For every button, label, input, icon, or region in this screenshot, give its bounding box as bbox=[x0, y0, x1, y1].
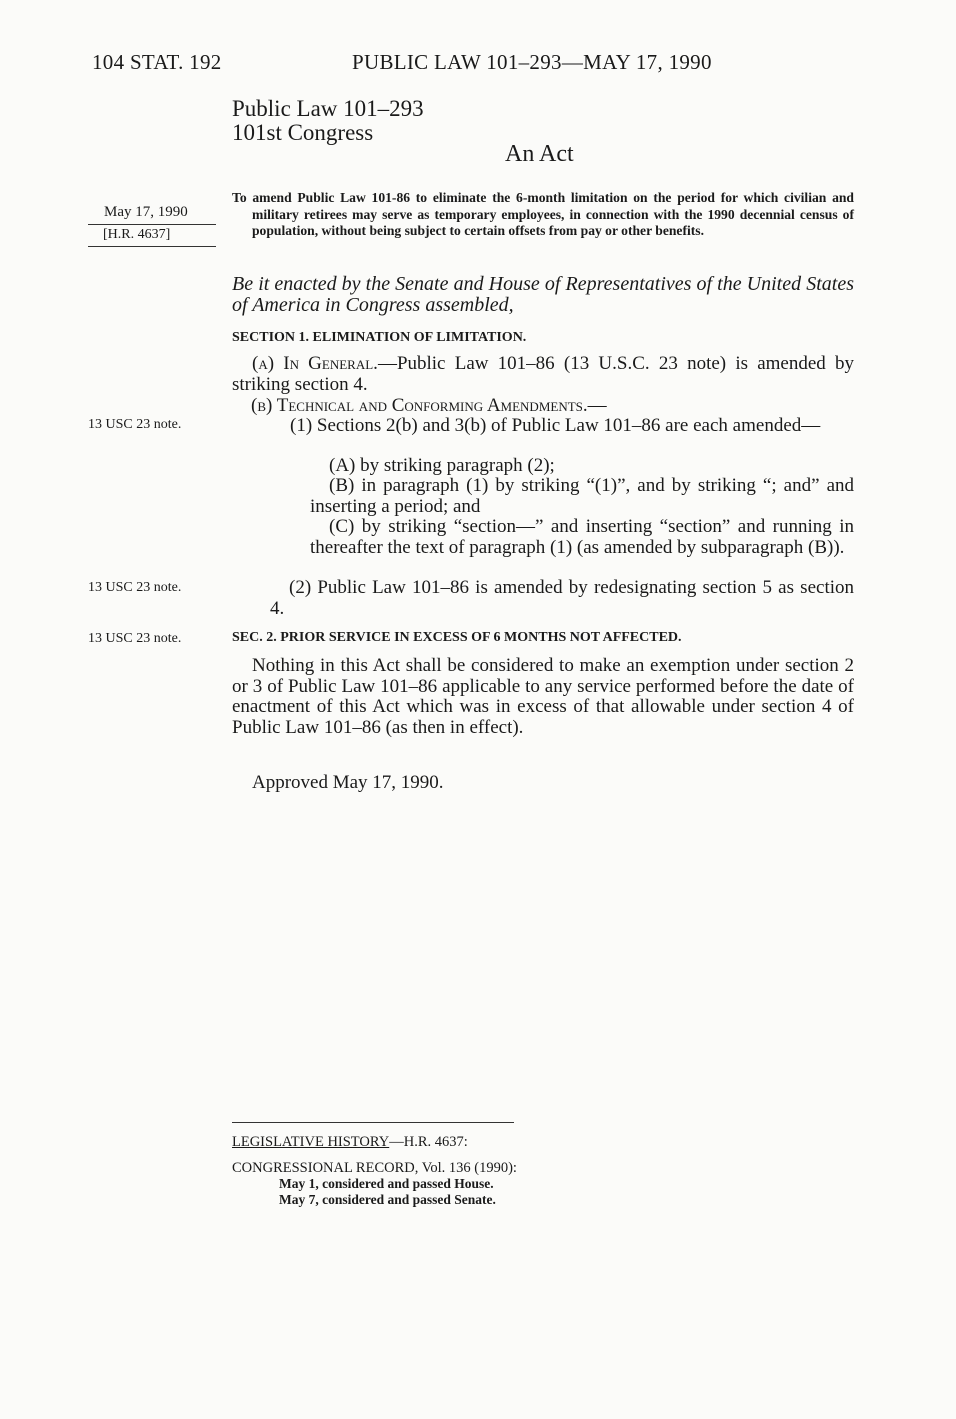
subsection-a bbox=[232, 354, 854, 395]
subparagraph-c-text: (C) by striking “section—” and inserting “section” and running in thereafter the text of paragraph (1) (as amended by subparagraph (B)). bbox=[310, 516, 854, 558]
congress-label: 101st Congress bbox=[232, 120, 374, 145]
margin-note: 13 USC 23 note. bbox=[88, 417, 182, 432]
legislative-history-bill: —H.R. 4637: bbox=[389, 1134, 468, 1150]
section-1-heading: SECTION 1. ELIMINATION OF LIMITATION. bbox=[232, 330, 527, 345]
section-2-heading: SEC. 2. PRIOR SERVICE IN EXCESS OF 6 MONTHS NOT AFFECTED. bbox=[232, 630, 682, 645]
section-2-text: Nothing in this Act shall be considered to make an exemption under section 2 or 3 of Public Law 101–86 applicable to any service performed before the date of enactment of this Act which was in excess of that allowable under section 4 of Public Law 101–86 (as then in effect). bbox=[232, 655, 854, 738]
purpose-clause bbox=[232, 190, 854, 240]
subsection-a-text: —Public Law 101–86 (13 U.S.C. 23 note) is amended by striking section 4. bbox=[232, 353, 855, 395]
margin-note: 13 USC 23 note. bbox=[88, 631, 182, 646]
subsection-b bbox=[251, 396, 854, 417]
margin-note: 13 USC 23 note. bbox=[88, 580, 182, 595]
subsection-b-dash: — bbox=[587, 395, 607, 416]
margin-date: May 17, 1990 bbox=[104, 204, 188, 220]
legislative-history-title bbox=[232, 1134, 468, 1151]
record-citation: CONGRESSIONAL RECORD, Vol. 136 (1990): bbox=[232, 1160, 517, 1176]
paragraph-1 bbox=[270, 416, 854, 437]
record-action: May 7, considered and passed Senate. bbox=[279, 1192, 496, 1207]
subparagraph-c bbox=[310, 517, 854, 558]
law-number: Public Law 101–293 bbox=[232, 96, 424, 121]
footnote-rule bbox=[232, 1122, 514, 1123]
legislative-history-label: LEGISLATIVE HISTORY bbox=[232, 1134, 390, 1150]
subparagraph-b-text: (B) in paragraph (1) by striking “(1)”, and by striking “; and” and inserting a period; and bbox=[310, 475, 854, 517]
subparagraph-b bbox=[310, 476, 854, 517]
running-head-title: PUBLIC LAW 101–293—MAY 17, 1990 bbox=[352, 50, 712, 74]
enacting-clause: Be it enacted by the Senate and House of Representatives of the United States of America in Congress assembled, bbox=[232, 273, 854, 316]
subsection-a-label: (a) In General. bbox=[252, 353, 378, 374]
margin-rule bbox=[88, 224, 216, 225]
congressional-record bbox=[232, 1160, 517, 1208]
approval-date: Approved May 17, 1990. bbox=[252, 772, 444, 793]
subsection-b-label: (b) Technical and Conforming Amendments. bbox=[251, 395, 588, 416]
paragraph-1-lead: (1) Sections 2(b) and 3(b) of Public Law 101–86 are each amended— bbox=[290, 415, 821, 436]
subparagraph-a: (A) by striking paragraph (2); bbox=[329, 455, 555, 476]
margin-bill-number: [H.R. 4637] bbox=[103, 227, 171, 242]
act-title: An Act bbox=[505, 141, 574, 167]
paragraph-2-text: (2) Public Law 101–86 is amended by redesignating section 5 as section 4. bbox=[270, 577, 854, 619]
paragraph-2 bbox=[270, 578, 854, 619]
record-action: May 1, considered and passed House. bbox=[279, 1176, 494, 1191]
purpose-text: To amend Public Law 101-86 to eliminate the 6-month limitation on the period for which civilian and military retirees may serve as temporary employees, in connection with the 1990 decennial census of population, without being subject to certain offsets from pay or other benefits. bbox=[232, 190, 854, 238]
page-stat-number: 104 STAT. 192 bbox=[92, 50, 222, 74]
margin-rule bbox=[88, 246, 216, 247]
